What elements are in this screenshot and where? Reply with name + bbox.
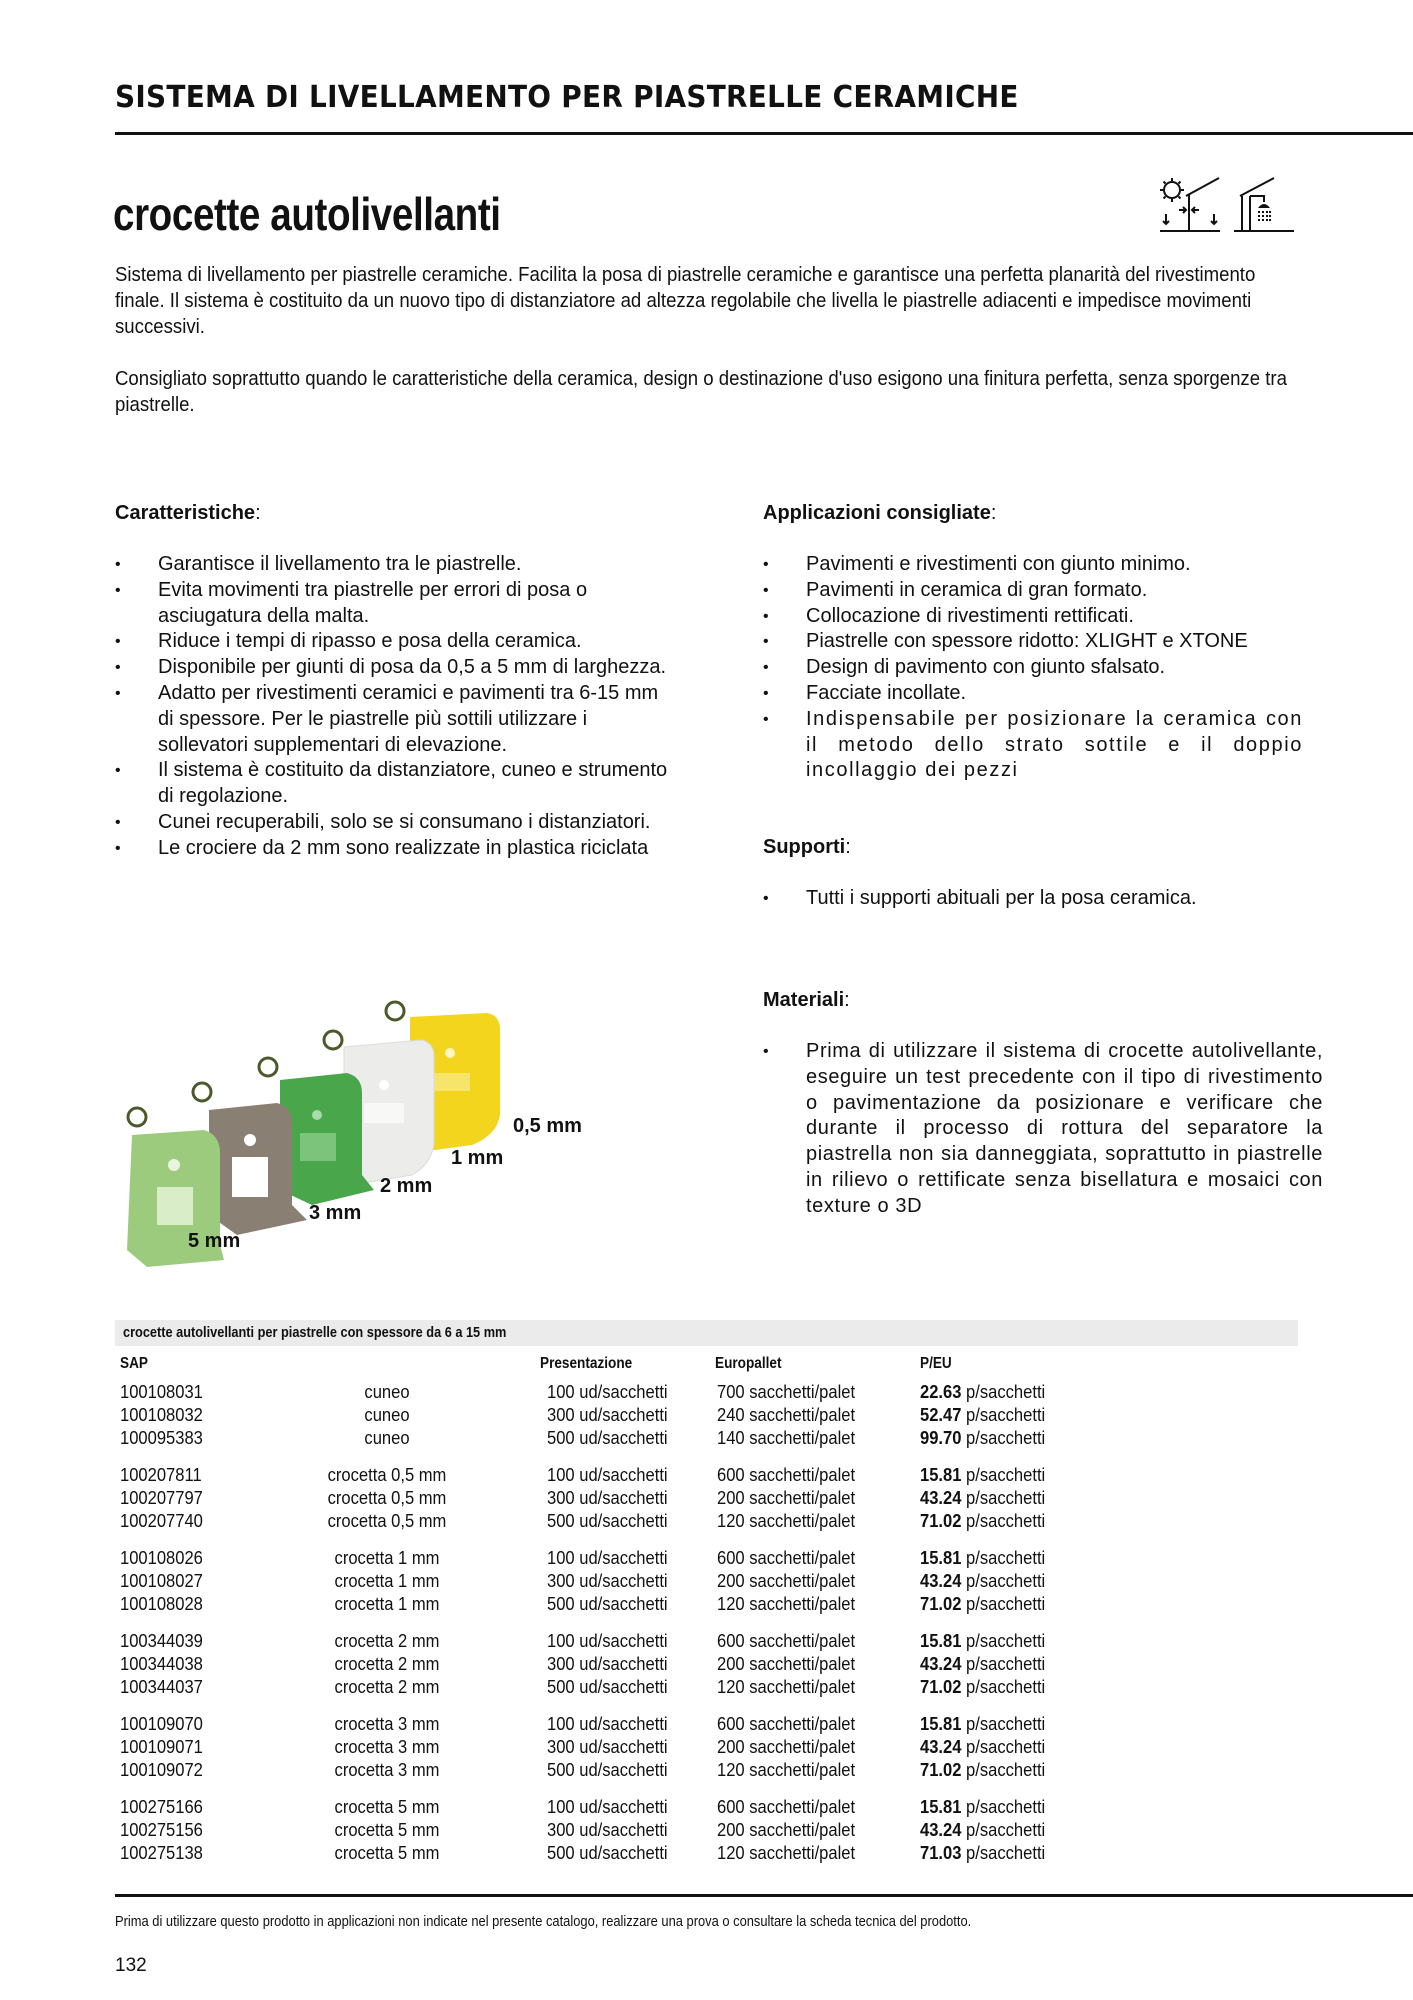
price	[920, 1759, 1045, 1782]
section-title: SISTEMA DI LIVELLAMENTO PER PIASTRELLE CERAMICHE	[115, 80, 1019, 115]
price	[920, 1547, 1045, 1570]
europallet: 600 sacchetti/palet	[717, 1714, 856, 1734]
table-row	[115, 1593, 1298, 1616]
presentation: 300 ud/sacchetti	[547, 1737, 668, 1757]
price	[920, 1570, 1045, 1593]
europallet: 120 sacchetti/palet	[717, 1843, 856, 1863]
price-value: 71.02	[920, 1760, 962, 1780]
column-header-sap: SAP	[120, 1355, 148, 1372]
table-row	[115, 1736, 1298, 1759]
price-unit: p/sacchetti	[966, 1843, 1046, 1863]
description: crocetta 1 mm	[334, 1548, 440, 1568]
price-unit: p/sacchetti	[966, 1405, 1046, 1425]
presentation: 100 ud/sacchetti	[547, 1714, 668, 1734]
price	[920, 1487, 1045, 1510]
presentation: 300 ud/sacchetti	[547, 1654, 668, 1674]
price	[920, 1819, 1045, 1842]
indoor-shower-icon	[1232, 176, 1296, 234]
presentation: 100 ud/sacchetti	[547, 1548, 668, 1568]
price-value: 43.24	[920, 1820, 962, 1840]
price	[920, 1427, 1045, 1450]
table-row	[115, 1381, 1298, 1404]
price-unit: p/sacchetti	[966, 1594, 1046, 1614]
price	[920, 1653, 1045, 1676]
list-item: • Collocazione di rivestimenti rettificati.	[763, 604, 1303, 630]
description: crocetta 3 mm	[334, 1760, 440, 1780]
list-item: • Facciate incollate.	[763, 681, 1303, 707]
price-value: 15.81	[920, 1465, 962, 1485]
list-item: • Garantisce il livellamento tra le piastrelle.	[115, 552, 675, 578]
price-unit: p/sacchetti	[966, 1571, 1046, 1591]
europallet: 120 sacchetti/palet	[717, 1594, 856, 1614]
list-item: • Tutti i supporti abituali per la posa ceramica.	[763, 886, 1323, 912]
leveling-clips-illustration	[112, 985, 507, 1270]
europallet: 120 sacchetti/palet	[717, 1760, 856, 1780]
description: crocetta 3 mm	[334, 1737, 440, 1757]
intro-text	[115, 262, 1305, 418]
price	[920, 1464, 1045, 1487]
sap-code: 100344038	[120, 1654, 203, 1674]
list-item: • Evita movimenti tra piastrelle per errori di posa o asciugatura della malta.	[115, 578, 675, 630]
description: crocetta 1 mm	[334, 1571, 440, 1591]
description: crocetta 2 mm	[334, 1677, 440, 1697]
europallet: 600 sacchetti/palet	[717, 1465, 856, 1485]
applicazioni-section	[763, 500, 1323, 784]
price-value: 99.70	[920, 1428, 962, 1448]
price	[920, 1842, 1045, 1865]
top-divider	[115, 132, 1413, 135]
presentation: 300 ud/sacchetti	[547, 1488, 668, 1508]
price	[920, 1593, 1045, 1616]
sap-code: 100108031	[120, 1382, 203, 1402]
table-row	[115, 1819, 1298, 1842]
table-row-group	[115, 1630, 1298, 1699]
price-unit: p/sacchetti	[966, 1714, 1046, 1734]
clip-2mm	[280, 1073, 374, 1205]
table-row-group	[115, 1796, 1298, 1865]
list-item: • Riduce i tempi di ripasso e posa della ceramica.	[115, 629, 675, 655]
supporti-section	[763, 834, 1323, 912]
price-value: 15.81	[920, 1714, 962, 1734]
sap-code: 100275166	[120, 1797, 203, 1817]
price-value: 52.47	[920, 1405, 962, 1425]
column-header-price: P/EU	[920, 1355, 952, 1372]
price-value: 71.02	[920, 1677, 962, 1697]
description: crocetta 5 mm	[334, 1843, 440, 1863]
applicazioni-heading: Applicazioni consigliate:	[763, 502, 997, 524]
price-unit: p/sacchetti	[966, 1382, 1046, 1402]
list-item: • Piastrelle con spessore ridotto: XLIGHT e XTONE	[763, 629, 1303, 655]
sap-code: 100207740	[120, 1511, 203, 1531]
description: crocetta 0,5 mm	[327, 1488, 447, 1508]
europallet: 240 sacchetti/palet	[717, 1405, 856, 1425]
materiali-section	[763, 987, 1323, 1220]
europallet: 200 sacchetti/palet	[717, 1737, 856, 1757]
table-row	[115, 1759, 1298, 1782]
presentation: 300 ud/sacchetti	[547, 1820, 668, 1840]
europallet: 120 sacchetti/palet	[717, 1511, 856, 1531]
table-row	[115, 1570, 1298, 1593]
size-label: 0,5 mm	[513, 1115, 582, 1137]
price-value: 22.63	[920, 1382, 962, 1402]
table-row	[115, 1713, 1298, 1736]
supporti-heading: Supporti:	[763, 836, 851, 858]
price-value: 15.81	[920, 1797, 962, 1817]
list-item: • Prima di utilizzare il sistema di crocette autolivellante, eseguire un test precedente con il tipo di rivestimento o pavimentazione da posizionare e verificare che durante il processo di rottura del separatore la piastrella non sia danneggiata, soprattutto in piastrelle in rilievo o rettificate senza bisellatura e mosaici con texture o 3D	[763, 1039, 1323, 1220]
price-unit: p/sacchetti	[966, 1631, 1046, 1651]
intro-paragraph: Consigliato soprattutto quando le caratteristiche della ceramica, design o destinazione d'uso esigono una finitura perfetta, senza sporgenze tra piastrelle.	[115, 368, 1287, 416]
price	[920, 1630, 1045, 1653]
sap-code: 100275156	[120, 1820, 203, 1840]
sap-code: 100108026	[120, 1548, 203, 1568]
sap-code: 100109071	[120, 1737, 203, 1757]
applicazioni-list	[763, 552, 1323, 784]
table-row	[115, 1510, 1298, 1533]
price-value: 71.03	[920, 1843, 962, 1863]
presentation: 500 ud/sacchetti	[547, 1843, 668, 1863]
presentation: 500 ud/sacchetti	[547, 1594, 668, 1614]
europallet: 200 sacchetti/palet	[717, 1488, 856, 1508]
bottom-divider	[115, 1894, 1413, 1897]
column-header-europallet: Europallet	[715, 1355, 782, 1372]
caratteristiche-list	[115, 552, 675, 862]
description: cuneo	[364, 1405, 410, 1425]
europallet: 140 sacchetti/palet	[717, 1428, 856, 1448]
description: crocetta 5 mm	[334, 1820, 440, 1840]
price-value: 71.02	[920, 1594, 962, 1614]
presentation: 500 ud/sacchetti	[547, 1511, 668, 1531]
presentation: 500 ud/sacchetti	[547, 1760, 668, 1780]
table-caption: crocette autolivellanti per piastrelle con spessore da 6 a 15 mm	[115, 1320, 1298, 1346]
price-unit: p/sacchetti	[966, 1677, 1046, 1697]
caratteristiche-section	[115, 500, 675, 862]
sap-code: 100344037	[120, 1677, 203, 1697]
price-unit: p/sacchetti	[966, 1428, 1046, 1448]
table-row	[115, 1676, 1298, 1699]
table-row	[115, 1464, 1298, 1487]
list-item: • Disponibile per giunti di posa da 0,5 a 5 mm di larghezza.	[115, 655, 675, 681]
description: crocetta 3 mm	[334, 1714, 440, 1734]
price	[920, 1676, 1045, 1699]
description: cuneo	[364, 1428, 410, 1448]
description: crocetta 5 mm	[334, 1797, 440, 1817]
materiali-heading: Materiali:	[763, 989, 850, 1011]
list-item: • Design di pavimento con giunto sfalsato.	[763, 655, 1303, 681]
europallet: 120 sacchetti/palet	[717, 1677, 856, 1697]
price-value: 43.24	[920, 1737, 962, 1757]
product-photo	[112, 985, 582, 1270]
description: cuneo	[364, 1382, 410, 1402]
price-value: 15.81	[920, 1631, 962, 1651]
table-row-group	[115, 1381, 1298, 1450]
list-item: • Pavimenti e rivestimenti con giunto minimo.	[763, 552, 1303, 578]
price-table	[115, 1320, 1298, 1879]
supporti-list	[763, 886, 1323, 912]
description: crocetta 2 mm	[334, 1654, 440, 1674]
europallet: 600 sacchetti/palet	[717, 1548, 856, 1568]
product-title: crocette autolivellanti	[113, 188, 501, 240]
usage-icons	[1158, 176, 1296, 234]
size-label: 1 mm	[451, 1147, 504, 1169]
table-row	[115, 1842, 1298, 1865]
presentation: 500 ud/sacchetti	[547, 1677, 668, 1697]
list-item: • Indispensabile per posizionare la ceramica con il metodo dello strato sottile e il doppio incollaggio dei pezzi	[763, 707, 1303, 784]
presentation: 300 ud/sacchetti	[547, 1571, 668, 1591]
sap-code: 100275138	[120, 1843, 203, 1863]
sap-code: 100109072	[120, 1760, 203, 1780]
sap-code: 100344039	[120, 1631, 203, 1651]
list-item: • Pavimenti in ceramica di gran formato.	[763, 578, 1303, 604]
sap-code: 100108027	[120, 1571, 203, 1591]
price-unit: p/sacchetti	[966, 1548, 1046, 1568]
price-value: 43.24	[920, 1654, 962, 1674]
price	[920, 1510, 1045, 1533]
sap-code: 100207811	[120, 1465, 202, 1485]
list-item: • Cunei recuperabili, solo se si consumano i distanziatori.	[115, 810, 675, 836]
europallet: 200 sacchetti/palet	[717, 1820, 856, 1840]
description: crocetta 2 mm	[334, 1631, 440, 1651]
europallet: 600 sacchetti/palet	[717, 1631, 856, 1651]
price-unit: p/sacchetti	[966, 1760, 1046, 1780]
table-row	[115, 1487, 1298, 1510]
table-row	[115, 1547, 1298, 1570]
table-row-group	[115, 1464, 1298, 1533]
price	[920, 1713, 1045, 1736]
price	[920, 1381, 1045, 1404]
list-item: • Le crociere da 2 mm sono realizzate in plastica riciclata	[115, 836, 675, 862]
size-label: 3 mm	[309, 1202, 362, 1224]
table-header	[115, 1349, 1298, 1381]
europallet: 700 sacchetti/palet	[717, 1382, 856, 1402]
list-item: • Adatto per rivestimenti ceramici e pavimenti tra 6-15 mm di spessore. Per le piastrelle più sottili utilizzare i sollevatori supplementari di elevazione.	[115, 681, 675, 758]
intro-paragraph: Sistema di livellamento per piastrelle ceramiche. Facilita la posa di piastrelle ceramiche e garantisce una perfetta planarità del rivestimento finale. Il sistema è costituito da un nuovo tipo di distanziatore ad altezza regolabile che livella le piastrelle adiacenti e impedisce movimenti successivi.	[115, 264, 1256, 338]
list-item: • Il sistema è costituito da distanziatore, cuneo e strumento di regolazione.	[115, 758, 675, 810]
sap-code: 100108028	[120, 1594, 203, 1614]
price-value: 43.24	[920, 1571, 962, 1591]
price	[920, 1796, 1045, 1819]
sap-code: 100109070	[120, 1714, 203, 1734]
description: crocetta 0,5 mm	[327, 1511, 447, 1531]
column-header-presentazione: Presentazione	[540, 1355, 633, 1372]
table-row-group	[115, 1713, 1298, 1782]
sap-code: 100207797	[120, 1488, 203, 1508]
price	[920, 1736, 1045, 1759]
page-number: 132	[115, 1955, 147, 1976]
table-row	[115, 1653, 1298, 1676]
europallet: 600 sacchetti/palet	[717, 1797, 856, 1817]
price-value: 43.24	[920, 1488, 962, 1508]
europallet: 200 sacchetti/palet	[717, 1571, 856, 1591]
price	[920, 1404, 1045, 1427]
presentation: 100 ud/sacchetti	[547, 1797, 668, 1817]
presentation: 500 ud/sacchetti	[547, 1428, 668, 1448]
table-row	[115, 1404, 1298, 1427]
table-body	[115, 1381, 1298, 1865]
presentation: 100 ud/sacchetti	[547, 1465, 668, 1485]
price-unit: p/sacchetti	[966, 1797, 1046, 1817]
outdoor-sun-wall-icon	[1158, 176, 1224, 234]
price-unit: p/sacchetti	[966, 1488, 1046, 1508]
price-unit: p/sacchetti	[966, 1511, 1046, 1531]
table-row	[115, 1630, 1298, 1653]
price-unit: p/sacchetti	[966, 1737, 1046, 1757]
table-row	[115, 1796, 1298, 1819]
description: crocetta 0,5 mm	[327, 1465, 447, 1485]
size-label: 2 mm	[380, 1175, 433, 1197]
presentation: 100 ud/sacchetti	[547, 1631, 668, 1651]
price-unit: p/sacchetti	[966, 1465, 1046, 1485]
size-label: 5 mm	[188, 1230, 241, 1252]
price-value: 71.02	[920, 1511, 962, 1531]
footnote: Prima di utilizzare questo prodotto in applicazioni non indicate nel presente catalogo, realizzare una prova o consultare la scheda tecnica del prodotto.	[115, 1913, 972, 1930]
price-unit: p/sacchetti	[966, 1654, 1046, 1674]
caratteristiche-heading: Caratteristiche:	[115, 502, 261, 524]
europallet: 200 sacchetti/palet	[717, 1654, 856, 1674]
price-value: 15.81	[920, 1548, 962, 1568]
sap-code: 100108032	[120, 1405, 203, 1425]
presentation: 300 ud/sacchetti	[547, 1405, 668, 1425]
price-unit: p/sacchetti	[966, 1820, 1046, 1840]
table-row-group	[115, 1547, 1298, 1616]
table-row	[115, 1427, 1298, 1450]
materiali-list	[763, 1039, 1323, 1220]
description: crocetta 1 mm	[334, 1594, 440, 1614]
sap-code: 100095383	[120, 1428, 203, 1448]
presentation: 100 ud/sacchetti	[547, 1382, 668, 1402]
